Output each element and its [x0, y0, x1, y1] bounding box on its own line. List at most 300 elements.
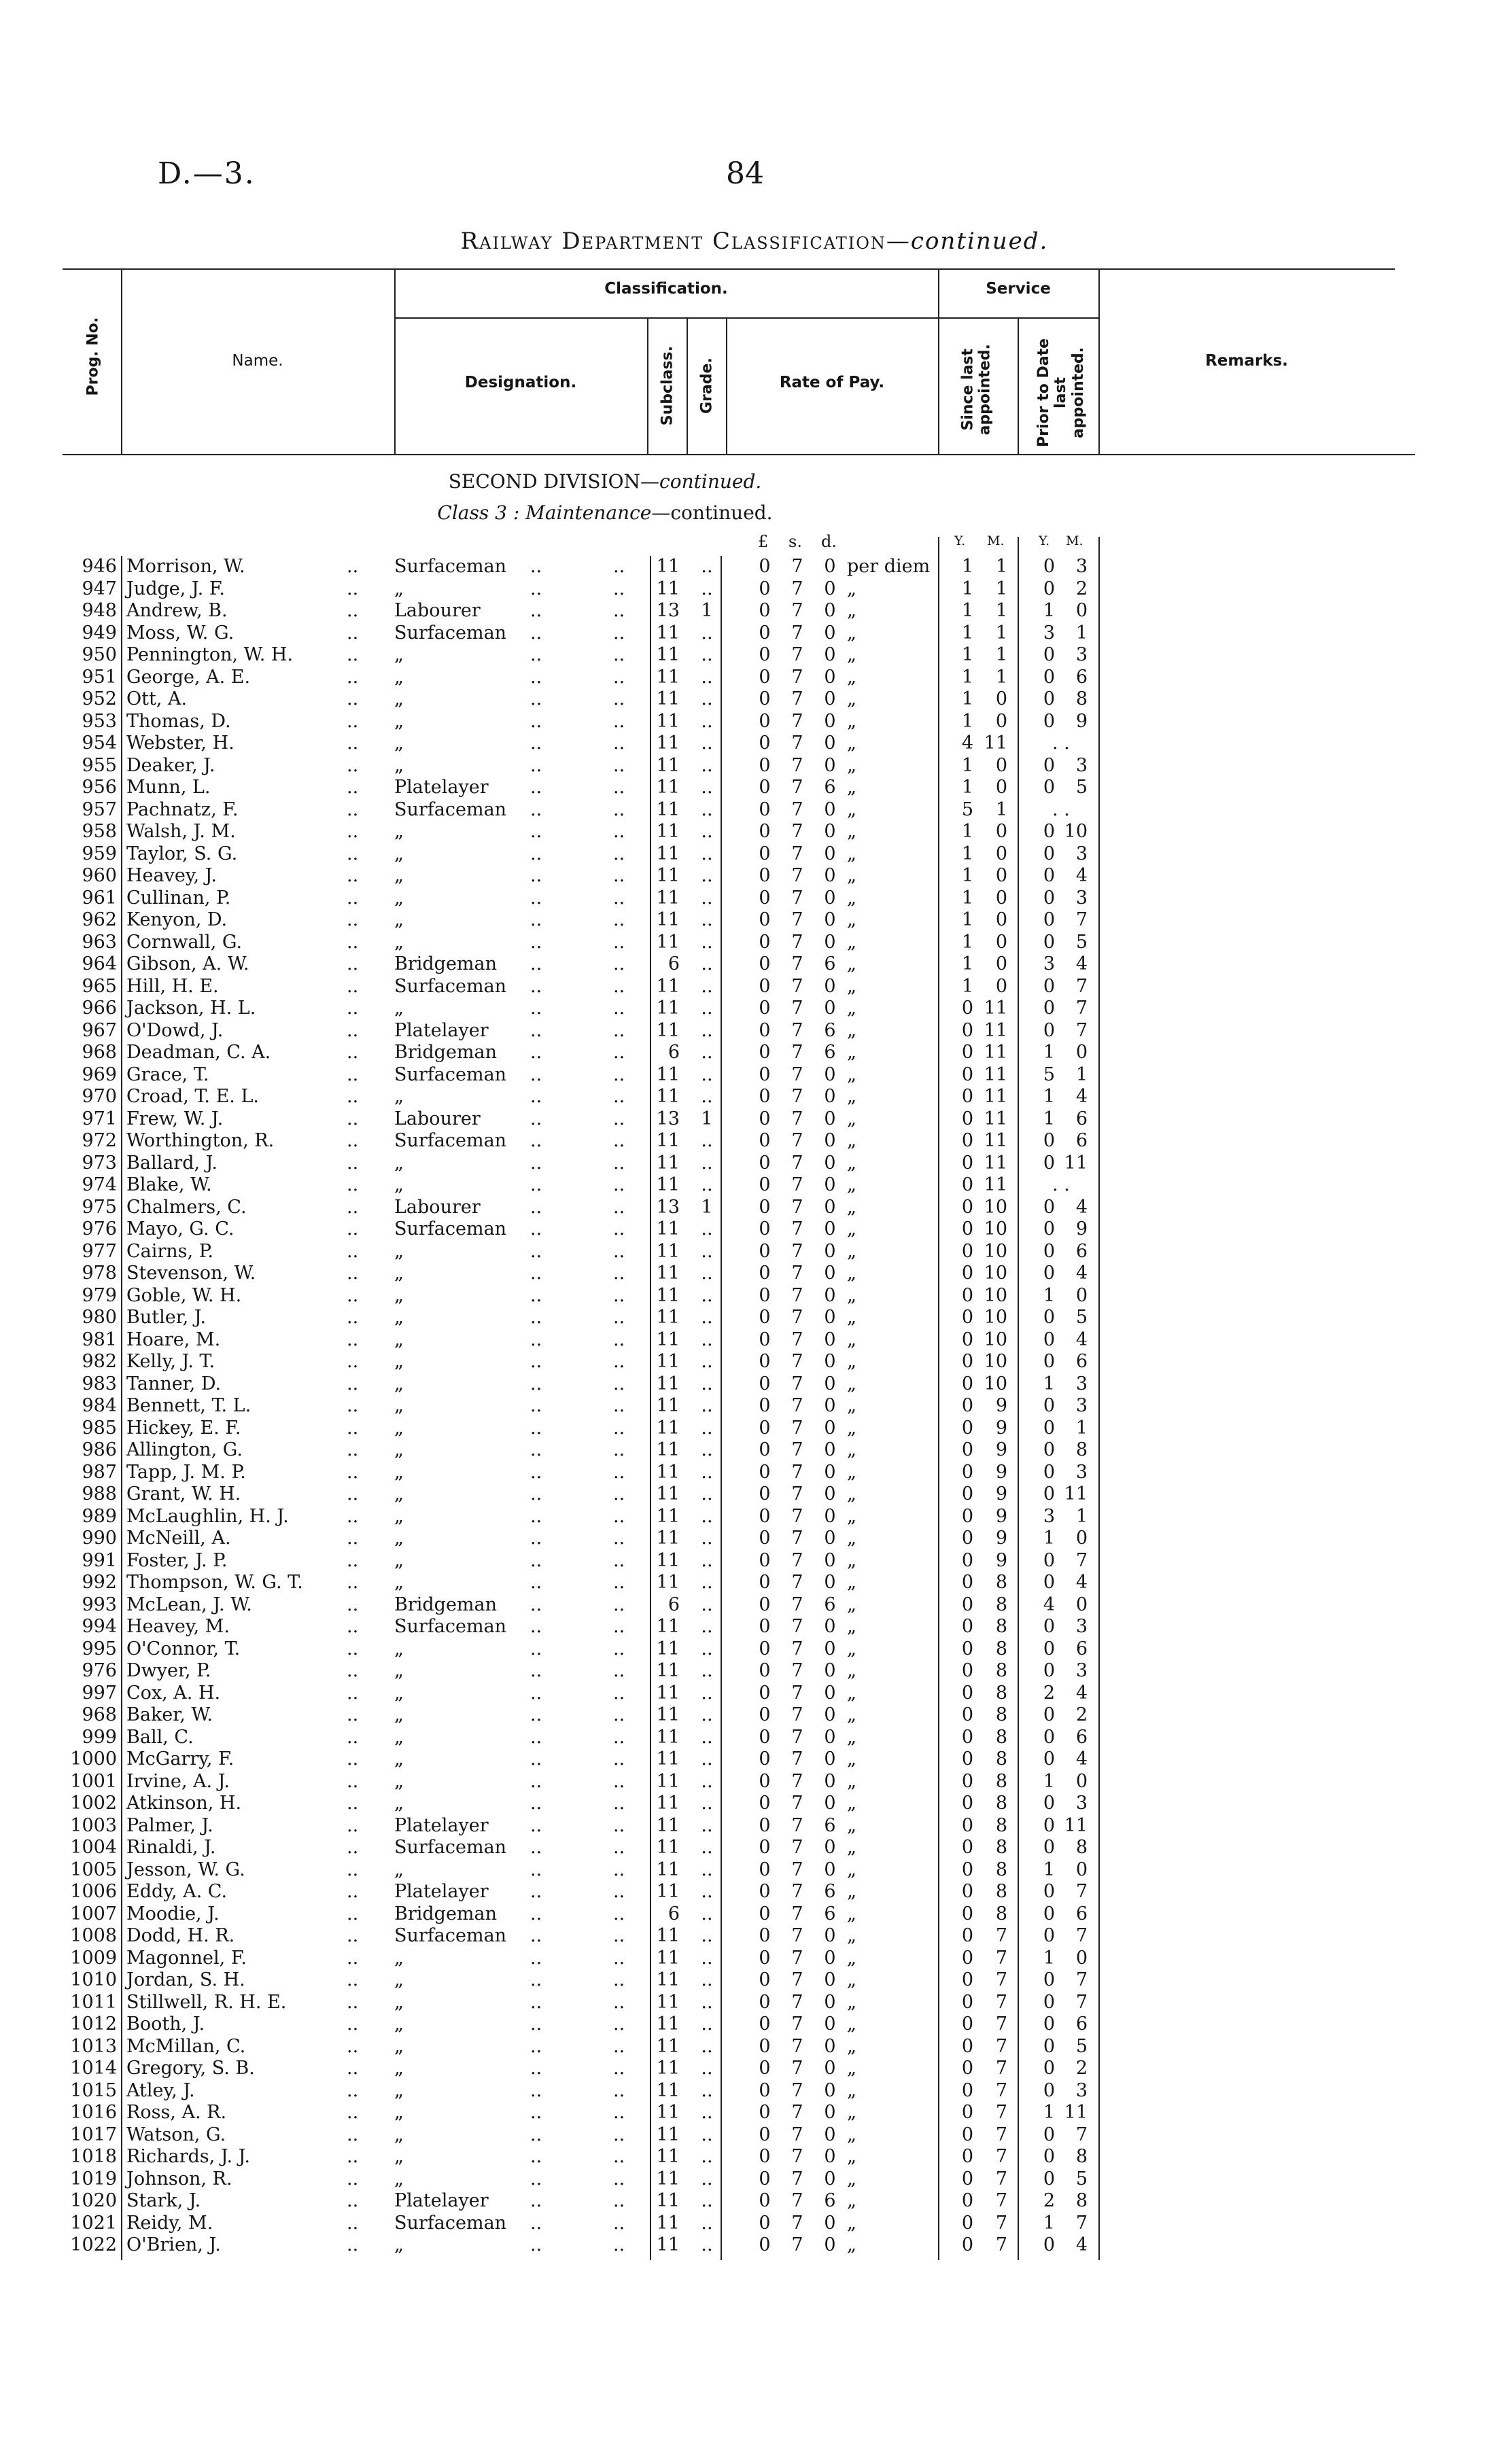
subclass: 6 — [667, 1594, 680, 1615]
prior-months: 1 — [1075, 1417, 1088, 1439]
leader-dots: .. — [613, 2212, 625, 2234]
prog-no: 968 — [82, 1042, 117, 1063]
table-row — [0, 755, 1509, 777]
pay-period: „ — [847, 1130, 856, 1151]
since-months: 7 — [995, 2146, 1007, 2167]
pay-pence: 0 — [824, 600, 836, 621]
pay-period: „ — [847, 1925, 856, 1946]
subclass: 11 — [656, 998, 680, 1019]
prog-no: 976 — [82, 1218, 117, 1239]
employee-name: Baker, W. — [126, 1704, 213, 1725]
prior-months: 5 — [1075, 1307, 1088, 1328]
pay-pounds: 0 — [759, 1240, 771, 1262]
pay-period: „ — [847, 1704, 856, 1725]
pay-shillings: 7 — [791, 1328, 803, 1350]
grade: .. — [701, 1682, 713, 1704]
prog-no: 979 — [82, 1284, 117, 1306]
leader-dots: .. — [613, 2124, 625, 2145]
prog-no: 959 — [82, 843, 117, 864]
grade: .. — [701, 1594, 713, 1615]
pay-pounds: 0 — [759, 1925, 771, 1946]
leader-dots: .. — [347, 2234, 359, 2255]
since-months: 9 — [995, 1417, 1007, 1439]
pay-pounds: 0 — [759, 666, 771, 688]
employee-name: O'Dowd, J. — [126, 1019, 224, 1041]
grade: .. — [701, 1748, 713, 1770]
prog-no: 984 — [82, 1395, 117, 1416]
pay-shillings: 7 — [791, 622, 803, 644]
since-months: 8 — [995, 1793, 1007, 1814]
pay-pounds: 0 — [759, 1505, 771, 1527]
pay-pence: 0 — [824, 1572, 836, 1593]
pay-shillings: 7 — [791, 2124, 803, 2145]
prior-years: 1 — [1043, 1108, 1055, 1129]
page-number: 84 — [726, 156, 764, 191]
prior-months: 7 — [1075, 2212, 1088, 2234]
since-months: 0 — [995, 821, 1007, 842]
leader-dots: .. — [530, 1417, 542, 1439]
since-months: 10 — [984, 1351, 1007, 1372]
designation: „ — [394, 1549, 404, 1571]
designation: „ — [394, 2079, 404, 2101]
leader-dots: .. — [613, 600, 625, 621]
leader-dots: .. — [347, 2212, 359, 2234]
prior-months: 4 — [1075, 1196, 1088, 1218]
pay-period: „ — [847, 843, 856, 864]
employee-name: Gregory, S. B. — [126, 2058, 255, 2079]
pay-pounds: 0 — [759, 754, 771, 776]
employee-name: McGarry, F. — [126, 1748, 235, 1770]
prog-no: 964 — [82, 953, 117, 974]
leader-dots: .. — [530, 1108, 542, 1129]
pay-pounds: 0 — [759, 1152, 771, 1174]
prior-years: 0 — [1043, 1572, 1055, 1593]
pay-shillings: 7 — [791, 1991, 803, 2013]
pay-period: „ — [847, 2212, 856, 2234]
designation: „ — [394, 2102, 404, 2123]
header-name: Name. — [232, 352, 283, 370]
leader-dots: .. — [530, 1837, 542, 1858]
grade: .. — [701, 1417, 713, 1439]
table-row — [0, 1506, 1509, 1528]
pay-pounds: 0 — [759, 1439, 771, 1460]
leader-dots: .. — [530, 1660, 542, 1681]
leader-dots: .. — [347, 2124, 359, 2145]
leader-dots: .. — [347, 2146, 359, 2167]
pay-pounds: 0 — [759, 1307, 771, 1328]
leader-dots: .. — [347, 2168, 359, 2189]
pay-pounds: 0 — [759, 1528, 771, 1549]
prior-years: 0 — [1043, 1328, 1055, 1350]
subclass: 11 — [656, 1925, 680, 1946]
prog-no: 970 — [82, 1086, 117, 1107]
employee-name: Dwyer, P. — [126, 1660, 211, 1681]
since-years: 1 — [961, 578, 973, 599]
pay-pounds: 0 — [759, 1638, 771, 1659]
pay-pence: 0 — [824, 1351, 836, 1372]
leader-dots: .. — [613, 1881, 625, 1902]
grade: .. — [701, 1837, 713, 1858]
leader-dots: .. — [613, 953, 625, 974]
leader-dots: .. — [530, 556, 542, 577]
prior-years: 1 — [1043, 1042, 1055, 1063]
pay-period: per diem — [847, 556, 931, 577]
subclass: 11 — [656, 1837, 680, 1858]
prior-years: 0 — [1043, 2058, 1055, 2079]
pay-shillings: 7 — [791, 1704, 803, 1725]
prog-no: 1015 — [70, 2079, 117, 2101]
table-row — [0, 1594, 1509, 1617]
prior-years: 1 — [1043, 1770, 1055, 1792]
leader-dots: .. — [530, 998, 542, 1019]
employee-name: Allington, G. — [126, 1439, 243, 1460]
leader-dots: .. — [613, 1704, 625, 1725]
leader-dots: .. — [613, 1859, 625, 1880]
pay-pence: 6 — [824, 1881, 836, 1902]
since-months: 9 — [995, 1483, 1007, 1504]
grade: .. — [701, 1859, 713, 1880]
prior-years: 2 — [1043, 2190, 1055, 2211]
subclass: 11 — [656, 666, 680, 688]
designation: „ — [394, 1991, 404, 2013]
leader-dots: .. — [347, 798, 359, 820]
grade: .. — [701, 843, 713, 864]
unit-months: M. — [987, 533, 1005, 548]
subclass: 11 — [656, 1881, 680, 1902]
pay-shillings: 7 — [791, 1594, 803, 1615]
pay-period: „ — [847, 1218, 856, 1239]
leader-dots: .. — [530, 1063, 542, 1085]
prog-no: 947 — [82, 578, 117, 599]
since-years: 0 — [961, 2102, 973, 2123]
leader-dots: .. — [613, 909, 625, 930]
prior-months: 4 — [1075, 865, 1088, 886]
pay-period: „ — [847, 2079, 856, 2101]
since-years: 1 — [961, 644, 973, 665]
designation: Platelayer — [394, 2190, 489, 2211]
pay-pounds: 0 — [759, 1748, 771, 1770]
table-row — [0, 821, 1509, 843]
header-top-rule — [63, 268, 1395, 270]
division-text: SECOND DIVISION— — [448, 470, 660, 493]
leader-dots: .. — [530, 1218, 542, 1239]
subclass: 11 — [656, 2102, 680, 2123]
pay-shillings: 7 — [791, 1086, 803, 1107]
pay-period: „ — [847, 1859, 856, 1880]
leader-dots: .. — [613, 1638, 625, 1659]
employee-name: Gibson, A. W. — [126, 953, 249, 974]
since-months: 9 — [995, 1395, 1007, 1416]
since-years: 0 — [961, 1263, 973, 1284]
prog-no: 967 — [82, 1019, 117, 1041]
leader-dots: .. — [613, 754, 625, 776]
leader-dots: .. — [347, 777, 359, 798]
employee-name: Cornwall, G. — [126, 931, 243, 953]
since-months: 7 — [995, 1947, 1007, 1969]
leader-dots: .. — [613, 1395, 625, 1416]
leader-dots: .. — [613, 1572, 625, 1593]
pay-pence: 6 — [824, 1042, 836, 1063]
prior-blank: . . — [1052, 798, 1070, 820]
employee-name: O'Connor, T. — [126, 1638, 241, 1659]
pay-pounds: 0 — [759, 1881, 771, 1902]
prog-no: 981 — [82, 1328, 117, 1350]
grade: .. — [701, 2102, 713, 2123]
since-years: 0 — [961, 1682, 973, 1704]
subclass: 11 — [656, 1130, 680, 1151]
designation: „ — [394, 2146, 404, 2167]
leader-dots: .. — [347, 733, 359, 754]
pay-pounds: 0 — [759, 1130, 771, 1151]
since-months: 7 — [995, 2190, 1007, 2211]
prog-no: 1000 — [70, 1748, 117, 1770]
leader-dots: .. — [613, 1063, 625, 1085]
subclass: 11 — [656, 556, 680, 577]
pay-shillings: 7 — [791, 556, 803, 577]
class-suffix: —continued. — [651, 501, 773, 524]
designation: „ — [394, 1328, 404, 1350]
leader-dots: .. — [347, 1152, 359, 1174]
pay-pence: 0 — [824, 1263, 836, 1284]
leader-dots: .. — [613, 2013, 625, 2035]
prog-no: 983 — [82, 1373, 117, 1394]
subclass: 11 — [656, 2079, 680, 2101]
prior-months: 6 — [1075, 1351, 1088, 1372]
leader-dots: .. — [613, 1328, 625, 1350]
pay-period: „ — [847, 1881, 856, 1902]
leader-dots: .. — [530, 821, 542, 842]
subclass: 11 — [656, 578, 680, 599]
grade: .. — [701, 754, 713, 776]
leader-dots: .. — [613, 1351, 625, 1372]
prior-years: 0 — [1043, 1461, 1055, 1483]
pay-pounds: 0 — [759, 2013, 771, 2035]
pay-period: „ — [847, 1505, 856, 1527]
prior-months: 0 — [1075, 1947, 1088, 1969]
leader-dots: .. — [613, 2190, 625, 2211]
pay-pence: 0 — [824, 1793, 836, 1814]
prior-years: 0 — [1043, 2146, 1055, 2167]
grade: .. — [701, 2058, 713, 2079]
since-years: 0 — [961, 1152, 973, 1174]
pay-period: „ — [847, 733, 856, 754]
since-months: 0 — [995, 688, 1007, 709]
prior-months: 6 — [1075, 666, 1088, 688]
since-months: 1 — [995, 578, 1007, 599]
leader-dots: .. — [347, 754, 359, 776]
leader-dots: .. — [347, 666, 359, 688]
grade: .. — [701, 1528, 713, 1549]
grade: .. — [701, 2212, 713, 2234]
prior-years: 0 — [1043, 843, 1055, 864]
designation: Surfaceman — [394, 1837, 507, 1858]
designation: Surfaceman — [394, 1130, 507, 1151]
leader-dots: .. — [613, 1814, 625, 1836]
grade: .. — [701, 733, 713, 754]
table-row — [0, 1859, 1509, 1882]
pay-period: „ — [847, 1439, 856, 1460]
subclass: 11 — [656, 2212, 680, 2234]
grade: .. — [701, 865, 713, 886]
leader-dots: .. — [613, 1793, 625, 1814]
pay-period: „ — [847, 1019, 856, 1041]
prior-months: 0 — [1075, 1594, 1088, 1615]
designation: „ — [394, 2058, 404, 2079]
pay-shillings: 7 — [791, 1373, 803, 1394]
table-row — [0, 777, 1509, 799]
grade: .. — [701, 1307, 713, 1328]
since-months: 10 — [984, 1373, 1007, 1394]
prior-months: 7 — [1075, 998, 1088, 1019]
prior-years: 0 — [1043, 1748, 1055, 1770]
pay-pounds: 0 — [759, 1726, 771, 1748]
since-months: 8 — [995, 1726, 1007, 1748]
since-months: 1 — [995, 644, 1007, 665]
leader-dots: .. — [613, 1417, 625, 1439]
prior-months: 6 — [1075, 1130, 1088, 1151]
prog-no: 992 — [82, 1572, 117, 1593]
pay-shillings: 7 — [791, 2146, 803, 2167]
pay-pounds: 0 — [759, 998, 771, 1019]
since-years: 0 — [961, 1417, 973, 1439]
prior-years: 1 — [1043, 2102, 1055, 2123]
since-months: 8 — [995, 1682, 1007, 1704]
since-months: 0 — [995, 887, 1007, 909]
designation: „ — [394, 1395, 404, 1416]
subclass: 11 — [656, 2146, 680, 2167]
pay-shillings: 7 — [791, 1152, 803, 1174]
title-italic: continued. — [910, 228, 1049, 255]
leader-dots: .. — [530, 1461, 542, 1483]
table-row — [0, 843, 1509, 866]
prior-years: 0 — [1043, 1903, 1055, 1924]
pay-pence: 0 — [824, 1439, 836, 1460]
grade: .. — [701, 1439, 713, 1460]
designation: Surfaceman — [394, 1925, 507, 1946]
pay-shillings: 7 — [791, 2013, 803, 2035]
pay-shillings: 7 — [791, 1660, 803, 1681]
pay-period: „ — [847, 1947, 856, 1969]
designation: „ — [394, 1859, 404, 1880]
leader-dots: .. — [347, 1528, 359, 1549]
since-months: 0 — [995, 710, 1007, 732]
grade: .. — [701, 2234, 713, 2255]
header-rate-of-pay: Rate of Pay. — [779, 374, 885, 391]
prior-months: 7 — [1075, 1881, 1088, 1902]
leader-dots: .. — [347, 1814, 359, 1836]
pay-shillings: 7 — [791, 887, 803, 909]
table-row — [0, 2058, 1509, 2080]
pay-shillings: 7 — [791, 1947, 803, 1969]
designation: Platelayer — [394, 1881, 489, 1902]
since-years: 0 — [961, 1748, 973, 1770]
pay-pence: 0 — [824, 2079, 836, 2101]
grade: .. — [701, 644, 713, 665]
designation: „ — [394, 1174, 404, 1195]
since-months: 8 — [995, 1814, 1007, 1836]
employee-name: Rinaldi, J. — [126, 1837, 216, 1858]
grade: .. — [701, 1660, 713, 1681]
prog-no: 1011 — [70, 1991, 117, 2013]
table-row — [0, 622, 1509, 645]
leader-dots: .. — [613, 1042, 625, 1063]
pay-pence: 0 — [824, 931, 836, 953]
pay-pounds: 0 — [759, 798, 771, 820]
pay-pence: 0 — [824, 1417, 836, 1439]
pay-shillings: 7 — [791, 821, 803, 842]
grade: .. — [701, 1328, 713, 1350]
leader-dots: .. — [613, 1770, 625, 1792]
prior-months: 7 — [1075, 1019, 1088, 1041]
since-years: 0 — [961, 1660, 973, 1681]
leader-dots: .. — [530, 578, 542, 599]
pay-pounds: 0 — [759, 2035, 771, 2057]
since-months: 11 — [984, 1063, 1007, 1085]
leader-dots: .. — [347, 1726, 359, 1748]
pay-shillings: 7 — [791, 578, 803, 599]
subclass: 11 — [656, 1770, 680, 1792]
subclass: 11 — [656, 1218, 680, 1239]
pay-pounds: 0 — [759, 2058, 771, 2079]
pay-shillings: 7 — [791, 1770, 803, 1792]
subclass: 11 — [656, 1240, 680, 1262]
prior-years: 1 — [1043, 1373, 1055, 1394]
prior-months: 2 — [1075, 1704, 1088, 1725]
pay-shillings: 7 — [791, 1174, 803, 1195]
pay-pence: 0 — [824, 1748, 836, 1770]
grade: .. — [701, 1130, 713, 1151]
prog-no: 958 — [82, 821, 117, 842]
pay-period: „ — [847, 1417, 856, 1439]
subclass: 11 — [656, 2058, 680, 2079]
since-years: 0 — [961, 1351, 973, 1372]
leader-dots: .. — [613, 1373, 625, 1394]
since-years: 0 — [961, 1969, 973, 1990]
subclass: 11 — [656, 710, 680, 732]
employee-name: Worthington, R. — [126, 1130, 275, 1151]
subclass: 11 — [656, 1947, 680, 1969]
grade: .. — [701, 1572, 713, 1593]
grade: .. — [701, 1505, 713, 1527]
table-row — [0, 799, 1509, 822]
pay-period: „ — [847, 1726, 856, 1748]
grade: .. — [701, 1925, 713, 1946]
pay-pence: 0 — [824, 865, 836, 886]
since-months: 11 — [984, 733, 1007, 754]
grade: 1 — [701, 1196, 713, 1218]
employee-name: Hickey, E. F. — [126, 1417, 241, 1439]
prog-no: 1017 — [70, 2124, 117, 2145]
pay-pounds: 0 — [759, 1770, 771, 1792]
employee-name: Reidy, M. — [126, 2212, 213, 2234]
since-years: 1 — [961, 710, 973, 732]
pay-period: „ — [847, 887, 856, 909]
pay-period: „ — [847, 1903, 856, 1924]
pay-period: „ — [847, 2058, 856, 2079]
pay-shillings: 7 — [791, 777, 803, 798]
pay-pence: 0 — [824, 556, 836, 577]
prior-years: 0 — [1043, 777, 1055, 798]
leader-dots: .. — [613, 1174, 625, 1195]
pay-pounds: 0 — [759, 556, 771, 577]
subclass: 11 — [656, 1395, 680, 1416]
pay-period: „ — [847, 1307, 856, 1328]
designation: „ — [394, 2035, 404, 2057]
since-years: 0 — [961, 1859, 973, 1880]
prog-no: 1019 — [70, 2168, 117, 2189]
since-years: 1 — [961, 953, 973, 974]
since-months: 10 — [984, 1307, 1007, 1328]
